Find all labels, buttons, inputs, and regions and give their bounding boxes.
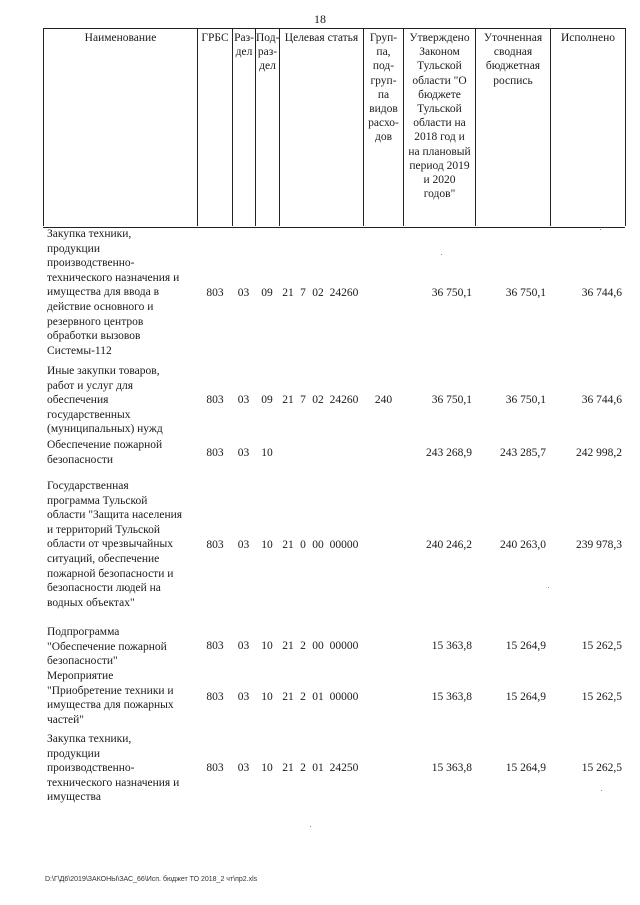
row-approved: 36 750,1 (431, 394, 472, 406)
row-grbs: 803 (206, 287, 224, 299)
row-grbs: 803 (206, 447, 224, 459)
column-divider (197, 28, 198, 226)
row-executed: 15 262,5 (581, 640, 622, 652)
row-target-subprogram: 0 (300, 539, 306, 551)
row-name: Мероприятие "Приобретение техники и имущества для пожарных частей" (47, 670, 174, 726)
scan-speck (310, 826, 311, 827)
row-name: Подпрограмма "Обеспечение пожарной безопасности" (47, 626, 167, 668)
row-name: Государственная программа Тульской области "Защита населения и территорий Тульской области от чрезвычайных ситуаций, обеспечение пожарной безопасности и безопасности людей на водных объектах" (47, 480, 183, 609)
row-executed: 15 262,5 (581, 691, 622, 703)
row-razdel: 03 (237, 762, 250, 774)
row-target-program: 21 (282, 539, 294, 551)
row-refined: 240 263,0 (500, 539, 546, 551)
row-podrazdel: 10 (261, 640, 273, 652)
row-refined: 15 264,9 (505, 762, 546, 774)
column-divider (550, 28, 551, 226)
row-podrazdel: 10 (261, 762, 273, 774)
row-target-event: 01 (312, 691, 324, 703)
row-target-subprogram: 7 (300, 394, 306, 406)
row-refined: 15 264,9 (505, 691, 546, 703)
row-name: Закупка техники, продукции производственно- технического назначения и имущества для ввода в действие основного и резервного центров обработки вызовов Системы-112 (47, 228, 180, 357)
row-approved: 240 246,2 (426, 539, 472, 551)
row-approved: 15 363,8 (431, 640, 472, 652)
header-name: Наименование (84, 32, 157, 44)
row-podrazdel: 10 (261, 447, 273, 459)
row-razdel: 03 (237, 691, 250, 703)
scan-speck (548, 587, 549, 588)
row-target-program: 21 (282, 287, 294, 299)
header-group: Груп- па, под- груп- па видов расхо- дов (368, 32, 399, 144)
row-target-subprogram: 2 (300, 762, 306, 774)
row-podrazdel: 10 (261, 539, 273, 551)
scan-speck (441, 254, 442, 255)
row-target-direction: 00000 (329, 691, 359, 703)
row-refined: 15 264,9 (505, 640, 546, 652)
row-target-event: 02 (312, 287, 324, 299)
row-target-direction: 00000 (329, 539, 359, 551)
row-target-program: 21 (282, 640, 294, 652)
row-grbs: 803 (206, 394, 224, 406)
row-grbs: 803 (206, 691, 224, 703)
page-number: 18 (314, 12, 326, 26)
row-approved: 15 363,8 (431, 691, 472, 703)
row-target-direction: 00000 (329, 640, 359, 652)
row-refined: 36 750,1 (505, 287, 546, 299)
row-executed: 36 744,6 (581, 394, 622, 406)
row-target-direction: 24260 (329, 287, 359, 299)
row-target-event: 01 (312, 762, 324, 774)
scan-speck (601, 790, 602, 791)
header-podrazdel: Под- раз- дел (256, 32, 280, 73)
row-executed: 15 262,5 (581, 762, 622, 774)
row-razdel: 03 (237, 539, 250, 551)
row-target-subprogram: 2 (300, 640, 306, 652)
row-razdel: 03 (237, 640, 250, 652)
row-target-program: 21 (282, 394, 294, 406)
header-executed: Исполнено (560, 32, 616, 44)
row-executed: 239 978,3 (576, 539, 622, 551)
scan-speck (600, 229, 601, 230)
row-approved: 243 268,9 (426, 447, 472, 459)
row-target-direction: 24250 (329, 762, 359, 774)
row-target-event: 02 (312, 394, 324, 406)
header-target: Целевая статья (284, 32, 359, 44)
row-podrazdel: 10 (261, 691, 273, 703)
row-target-subprogram: 2 (300, 691, 306, 703)
row-refined: 243 285,7 (500, 447, 546, 459)
row-razdel: 03 (237, 287, 250, 299)
header-razdel: Раз- дел (234, 32, 254, 59)
column-divider (43, 28, 44, 226)
row-razdel: 03 (237, 447, 250, 459)
header-grbs: ГРБС (201, 32, 229, 44)
row-approved: 15 363,8 (431, 762, 472, 774)
row-name: Закупка техники, продукции производственно- технического назначения и имущества (47, 733, 180, 804)
row-name: Обеспечение пожарной безопасности (47, 439, 163, 466)
row-target-direction: 24260 (329, 394, 359, 406)
row-group: 240 (374, 394, 393, 406)
row-grbs: 803 (206, 539, 224, 551)
row-approved: 36 750,1 (431, 287, 472, 299)
row-target-event: 00 (312, 640, 324, 652)
row-refined: 36 750,1 (505, 394, 546, 406)
column-divider (279, 28, 280, 226)
file-path-footer: D:\Г\Д6\2019\ЗАКОНЫ\ЗАС_66\Исп. бюджет ТО 2018_2 чт\пр2.xls (45, 876, 258, 883)
row-executed: 242 998,2 (576, 447, 622, 459)
header-refined: Уточненная сводная бюджетная роспись (483, 32, 543, 87)
row-podrazdel: 09 (261, 287, 273, 299)
row-name: Иные закупки товаров, работ и услуг для обеспечения государственных (муниципальных) нужд (47, 365, 163, 436)
row-executed: 36 744,6 (581, 287, 622, 299)
column-divider (625, 28, 626, 226)
row-target-program: 21 (282, 762, 294, 774)
row-target-program: 21 (282, 691, 294, 703)
header-approved: Утверждено Законом Тульской области "О бюджете Тульской области на 2018 год и на плановый период 2019 и 2020 годов" (408, 32, 471, 201)
row-target-event: 00 (312, 539, 324, 551)
row-grbs: 803 (206, 762, 224, 774)
row-podrazdel: 09 (261, 394, 273, 406)
row-grbs: 803 (206, 640, 224, 652)
row-target-subprogram: 7 (300, 287, 306, 299)
row-razdel: 03 (237, 394, 250, 406)
